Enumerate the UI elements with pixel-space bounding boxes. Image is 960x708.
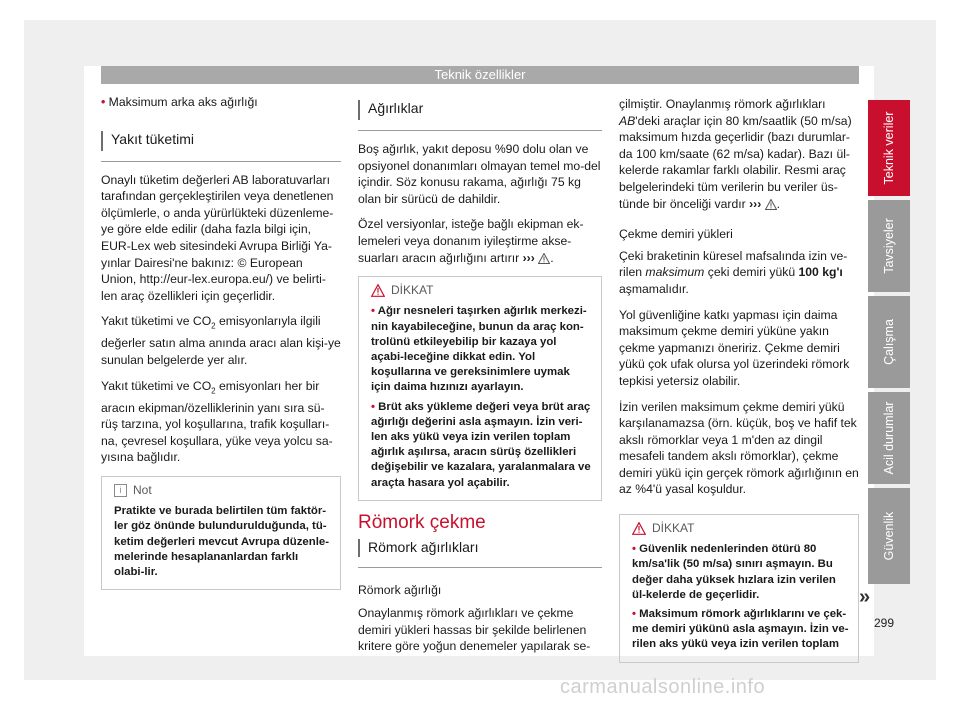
paragraph: İzin verilen maksimum çekme demiri yükü karşılanamazsa (örn. küçük, boş ve hafif tek akslı römorklar veya 1 m'den az dingil mesafeli tandem akslı römorklar), çekme demiri yükü için gerçek römork ağırlığının en az %4'ü yasal koşuldur. <box>619 399 859 497</box>
column-2 <box>358 94 602 664</box>
continue-arrow-icon: » <box>859 586 871 608</box>
warning-header: DİKKAT <box>371 283 592 298</box>
warning-item: • Brüt aks yükleme değeri veya brüt araç ağırlığı değerini asla aşmayın. İzin veri-len aks yükü veya izin verilen toplam ağırlık aşılırsa, aracın sürüş özellikleri değişebilir ve kazalara, yaralanmalara ve araçta hasara yol açabilir. <box>371 400 591 489</box>
info-icon: i <box>114 484 127 497</box>
warning-icon <box>538 253 550 264</box>
warning-item: • Ağır nesneleri taşırken ağırlık merkezi-nin kayabileceğine, bunun da araç kon-trolünü etkileyebilip bir kazaya yol açabi-leceğine dikkat edin. Yol koşullarına ve gereksinimlere uymak için daima hızınızı ayarlayın. <box>371 305 587 394</box>
cross-reference-link[interactable]: ››› <box>749 196 762 211</box>
note-text: Pratikte ve burada belirtilen tüm faktör-ler göz önünde bulundurulduğunda, tü-ketim değerleri mevcut Avrupa düzenle-melerinde hesaplananlardan farklı olabi-lir. <box>114 505 330 578</box>
column-3 <box>619 96 859 675</box>
subheading: Çekme demiri yükleri <box>619 227 733 242</box>
paragraph: Onaylanmış römork ağırlıkları ve çekme demiri yükleri hassas bir şekilde belirlenen kritere göre yoğun denemeler yapılarak se- <box>358 605 591 654</box>
title-bar <box>101 131 103 151</box>
note-box <box>101 476 341 590</box>
title-bar <box>358 539 360 557</box>
tab-operation[interactable]: Çalışma <box>868 296 910 388</box>
paragraph: çilmiştir. Onaylanmış römork ağırlıkları AB'deki araçlar için 80 km/saatlik (50 m/sa) maksimum hızda geçerlidir (bazı durumlar-da 100 km/saate (62 m/sa) kadar). Bazı ül-kelerde rakamlar farklı olabilir. Resmi araç belgelerindeki tüm verilerin bu veriler üs-tünde bir önceliği vardır ››› . <box>619 97 852 211</box>
paragraph: Onaylı tüketim değerleri AB laboratuvarları tarafından gerçekleştirilen veya denetlenen ölçümlerle, o anda yürürlükteki düzenleme-ye göre elde edilir (daha fazla bilgi için, EUR-Lex web sitesindeki Avrupa Birliği Ya-yınlar Dairesi'ne bakınız: © European Union, http://eur-lex.europa.eu/) ve belirti-len araç özellikleri için geçerlidir. <box>101 172 334 303</box>
cross-reference-link[interactable]: ››› <box>522 250 535 265</box>
section-title-trailer-weights: Römork ağırlıkları <box>358 539 602 568</box>
tab-emergencies[interactable]: Acil durumlar <box>868 392 910 484</box>
warning-box <box>619 514 859 663</box>
paragraph: Boş ağırlık, yakıt deposu %90 dolu olan ve opsiyonel donanımları olmayan temel mo-del içindir. Söz konusu rakama, ağırlığı 75 kg olan bir sürücü de dahildir. <box>358 142 601 206</box>
paragraph: Yakıt tüketimi ve $CO_2$ emisyonları her bir aracın ekipman/özelliklerinin yanı sıra sü-rüş tarzına, yol koşullarına, trafik koşulları-na, çevresel koşullara, yüke veya yolcu sa-yısına bağlıdır. <box>101 378 333 465</box>
column-1 <box>101 94 341 602</box>
section-title-fuel: Yakıt tüketimi <box>101 125 341 162</box>
warning-header: DİKKAT <box>632 521 849 536</box>
paragraph: Özel versiyonlar, isteğe bağlı ekipman ek-lemeleri veya donanım iyileştirme akse-suarları aracın ağırlığını artırır ››› . <box>358 217 584 265</box>
tab-technical-data[interactable]: Teknik veriler <box>868 100 910 196</box>
note-header: i Not <box>114 483 331 498</box>
warning-item: • Güvenlik nedenlerinden ötürü 80 km/sa'lik (50 m/sa) sınırı aşmayın. Bu değer daha yüksek hızlara izin verilen ül-kelerde de geçerlidir. <box>632 543 836 601</box>
paragraph: Yakıt tüketimi ve $CO_2$ emisyonlarıyla ilgili değerler satın alma anında aracı alan kişi-ye sunulan belgelerde yer alır. <box>101 314 341 367</box>
warning-icon <box>371 284 385 297</box>
subheading: Römork ağırlığı <box>358 583 442 598</box>
warning-box <box>358 276 602 501</box>
warning-icon <box>765 199 777 210</box>
paragraph: Çeki braketinin küresel mafsalında izin ve-rilen maksimum çeki demiri yükü 100 kg'ı aşmamalıdır. <box>619 248 848 296</box>
page-header: Teknik özellikler <box>101 66 859 84</box>
warning-item: • Maksimum römork ağırlıklarını ve çek-me demiri yükünü asla aşmayın. İzin ve-rilen aks yükü veya izin verilen toplam <box>632 608 849 651</box>
bullet-item: • Maksimum arka aks ağırlığı <box>101 95 258 109</box>
watermark: carmanualsonline.info <box>560 676 766 698</box>
paragraph: Yol güvenliğine katkı yapması için daima maksimum çekme demiri yüküne yakın çekme yapmanızı öneririz. Çekme demiri yükü çok ufak olursa yol üzerindeki römork tepkisi yetersiz olabilir. <box>619 307 850 388</box>
tab-safety[interactable]: Güvenlik <box>868 488 910 584</box>
title-bar <box>358 100 360 120</box>
section-title-weights: Ağırlıklar <box>358 94 602 131</box>
tab-recommendations[interactable]: Tavsiyeler <box>868 200 910 292</box>
warning-icon <box>632 522 646 535</box>
bullet-icon: • <box>101 95 106 109</box>
chapter-title: Römork çekme <box>358 511 486 533</box>
page-number: 299 <box>874 616 895 630</box>
